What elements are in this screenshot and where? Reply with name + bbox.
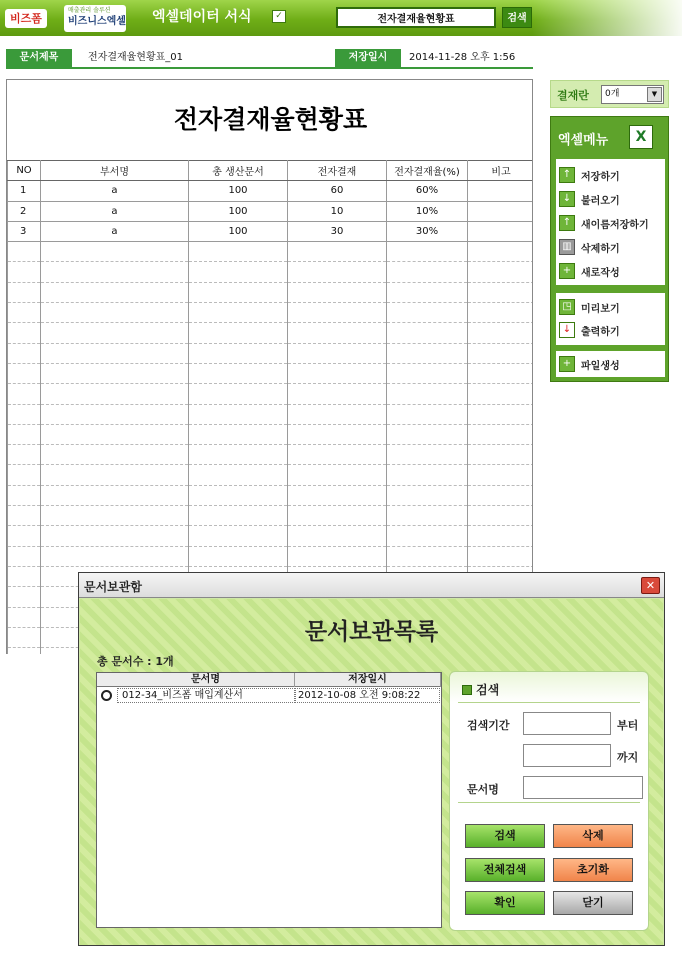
- table-cell[interactable]: [189, 242, 288, 262]
- menu-item-label: 새이름저장하기: [581, 220, 649, 231]
- table-cell[interactable]: [189, 262, 288, 282]
- document-list-header: [97, 673, 441, 687]
- menu-item-preview[interactable]: [559, 298, 663, 316]
- table-cell[interactable]: [288, 485, 387, 505]
- document-name-label: 문서명: [467, 783, 499, 796]
- menu-group-print: [556, 293, 665, 345]
- search-panel-title: [462, 681, 499, 698]
- table-row[interactable]: [8, 303, 534, 323]
- table-cell[interactable]: [8, 384, 41, 404]
- menu-item-save-as[interactable]: [559, 214, 663, 232]
- approval-count-value: 0개: [605, 89, 620, 99]
- table-row[interactable]: [8, 384, 534, 404]
- business-excel-logo[interactable]: [64, 5, 126, 32]
- table-cell[interactable]: [387, 485, 468, 505]
- cell-approval-rate[interactable]: 30%: [387, 221, 468, 241]
- cell-total-docs[interactable]: 100: [189, 221, 288, 241]
- table-row[interactable]: [8, 282, 534, 302]
- table-cell[interactable]: [8, 363, 41, 383]
- menu-item-label: 새로작성: [581, 268, 620, 279]
- table-cell[interactable]: [288, 242, 387, 262]
- table-cell[interactable]: [8, 303, 41, 323]
- list-item-name[interactable]: 012-34_비즈폼 매입계산서: [117, 688, 295, 703]
- header-fade: [532, 0, 682, 36]
- table-cell[interactable]: [8, 343, 41, 363]
- table-cell[interactable]: [468, 526, 534, 546]
- table-row[interactable]: [8, 201, 534, 221]
- cell-approval-rate[interactable]: 60%: [387, 181, 468, 201]
- table-cell[interactable]: [41, 465, 189, 485]
- table-row[interactable]: [8, 323, 534, 343]
- chevron-down-icon[interactable]: ▼: [647, 87, 662, 102]
- print-icon: ↓: [559, 322, 575, 338]
- table-cell[interactable]: [468, 363, 534, 383]
- table-cell[interactable]: [468, 424, 534, 444]
- period-to-suffix: 까지: [617, 751, 639, 764]
- trash-icon: ▥: [559, 239, 575, 255]
- divider: [458, 702, 640, 703]
- saved-time-label: 저장일시: [335, 49, 401, 67]
- search-all-button[interactable]: 전체검색: [465, 858, 545, 882]
- menu-item-load[interactable]: [559, 190, 663, 208]
- list-header-date[interactable]: 저장일시: [295, 673, 441, 687]
- table-cell[interactable]: [41, 282, 189, 302]
- preview-icon: ◳: [559, 299, 575, 315]
- cell-no[interactable]: 1: [8, 181, 41, 201]
- col-header-e-approval: 전자결재: [288, 161, 387, 181]
- dialog-heading: 문서보관목록: [304, 619, 439, 645]
- cell-e-approval[interactable]: 30: [288, 221, 387, 241]
- table-cell[interactable]: [8, 465, 41, 485]
- cell-remarks[interactable]: [468, 201, 534, 221]
- table-cell[interactable]: [41, 445, 189, 465]
- table-cell[interactable]: [8, 627, 41, 647]
- table-cell[interactable]: [8, 323, 41, 343]
- cell-department[interactable]: a: [41, 201, 189, 221]
- table-cell[interactable]: [288, 384, 387, 404]
- table-cell[interactable]: [288, 465, 387, 485]
- excel-menu-header: [551, 117, 668, 157]
- table-cell[interactable]: [468, 465, 534, 485]
- table-cell[interactable]: [468, 242, 534, 262]
- list-item-date[interactable]: 2012-10-08 오전 9:08:22: [295, 688, 440, 703]
- table-cell[interactable]: [8, 506, 41, 526]
- table-row[interactable]: [8, 506, 534, 526]
- ok-button[interactable]: 확인: [465, 891, 545, 915]
- table-cell[interactable]: [468, 506, 534, 526]
- period-to-input[interactable]: [523, 744, 611, 767]
- menu-item-label: 삭제하기: [581, 244, 620, 255]
- table-cell[interactable]: [8, 485, 41, 505]
- table-cell[interactable]: [189, 384, 288, 404]
- table-cell[interactable]: [41, 343, 189, 363]
- table-cell[interactable]: [189, 445, 288, 465]
- doc-title-value: 전자결재율현황표_01: [88, 52, 184, 63]
- table-cell[interactable]: [288, 282, 387, 302]
- table-cell[interactable]: [288, 424, 387, 444]
- menu-item-label: 불러오기: [581, 196, 620, 207]
- table-cell[interactable]: [41, 424, 189, 444]
- table-cell[interactable]: [387, 445, 468, 465]
- doc-title-label: 문서제목: [6, 49, 72, 67]
- table-cell[interactable]: [8, 648, 41, 654]
- menu-item-label: 미리보기: [581, 304, 620, 315]
- menu-item-label: 파일생성: [581, 361, 620, 372]
- table-cell[interactable]: [468, 384, 534, 404]
- table-cell[interactable]: [288, 506, 387, 526]
- reset-button[interactable]: 초기화: [553, 858, 633, 882]
- table-cell[interactable]: [387, 262, 468, 282]
- table-cell[interactable]: [189, 465, 288, 485]
- table-cell[interactable]: [387, 323, 468, 343]
- table-cell[interactable]: [189, 303, 288, 323]
- table-cell[interactable]: [468, 485, 534, 505]
- document-archive-dialog: [78, 572, 665, 946]
- table-cell[interactable]: [41, 546, 189, 566]
- table-cell[interactable]: [468, 343, 534, 363]
- list-header-name[interactable]: 문서명: [117, 673, 295, 687]
- table-cell[interactable]: [8, 566, 41, 586]
- table-cell[interactable]: [189, 363, 288, 383]
- cell-e-approval[interactable]: 10: [288, 201, 387, 221]
- table-cell[interactable]: [468, 546, 534, 566]
- table-cell[interactable]: [189, 506, 288, 526]
- approval-box: [550, 80, 669, 108]
- template-search-button[interactable]: 검색: [502, 7, 532, 28]
- table-row[interactable]: [8, 445, 534, 465]
- close-button[interactable]: 닫기: [553, 891, 633, 915]
- menu-item-new[interactable]: [559, 262, 663, 280]
- table-cell[interactable]: [387, 303, 468, 323]
- table-cell[interactable]: [387, 546, 468, 566]
- table-cell[interactable]: [288, 363, 387, 383]
- col-header-total-docs: 총 생산문서: [189, 161, 288, 181]
- table-cell[interactable]: [41, 242, 189, 262]
- table-cell[interactable]: [387, 506, 468, 526]
- table-cell[interactable]: [8, 445, 41, 465]
- table-cell[interactable]: [8, 587, 41, 607]
- table-cell[interactable]: [189, 343, 288, 363]
- table-cell[interactable]: [288, 445, 387, 465]
- top-header: [0, 0, 682, 36]
- save-as-icon: ↑: [559, 215, 575, 231]
- table-cell[interactable]: [288, 323, 387, 343]
- table-row[interactable]: [8, 363, 534, 383]
- document-name-input[interactable]: [523, 776, 643, 799]
- table-cell[interactable]: [288, 404, 387, 424]
- template-search-input[interactable]: [336, 7, 496, 28]
- excel-menu: [550, 116, 669, 382]
- table-cell[interactable]: [41, 526, 189, 546]
- table-row[interactable]: [8, 242, 534, 262]
- table-cell[interactable]: [41, 404, 189, 424]
- approval-label: 결재란: [557, 89, 589, 102]
- table-cell[interactable]: [41, 384, 189, 404]
- table-cell[interactable]: [41, 323, 189, 343]
- table-row[interactable]: [8, 343, 534, 363]
- table-cell[interactable]: [8, 282, 41, 302]
- table-cell[interactable]: [468, 303, 534, 323]
- table-cell[interactable]: [8, 526, 41, 546]
- table-cell[interactable]: [41, 485, 189, 505]
- delete-button[interactable]: 삭제: [553, 824, 633, 848]
- col-header-remarks: 비고: [468, 161, 534, 181]
- menu-item-delete[interactable]: [559, 238, 663, 256]
- cell-total-docs[interactable]: 100: [189, 181, 288, 201]
- approval-count-select[interactable]: [601, 85, 664, 104]
- report-title: 전자결재율현황표: [173, 105, 368, 134]
- menu-item-create-file[interactable]: [559, 355, 663, 373]
- menu-item-print[interactable]: [559, 321, 663, 339]
- period-from-input[interactable]: [523, 712, 611, 735]
- cell-approval-rate[interactable]: 10%: [387, 201, 468, 221]
- table-cell[interactable]: [468, 404, 534, 424]
- divider: [458, 802, 640, 803]
- table-cell[interactable]: [189, 404, 288, 424]
- search-panel-title-text: 검색: [476, 683, 500, 697]
- table-cell[interactable]: [387, 465, 468, 485]
- excel-sheet-icon: ✓: [272, 10, 286, 23]
- menu-item-save[interactable]: [559, 166, 663, 184]
- menu-item-label: 저장하기: [581, 172, 620, 183]
- col-header-department: 부서명: [41, 161, 189, 181]
- period-from-suffix: 부터: [617, 719, 639, 732]
- period-label: 검색기간: [467, 719, 510, 732]
- table-cell[interactable]: [288, 526, 387, 546]
- logo-main-text: 비즈니스엑셀: [68, 16, 126, 27]
- table-cell[interactable]: [288, 262, 387, 282]
- info-divider: [6, 67, 533, 69]
- cell-no[interactable]: 3: [8, 221, 41, 241]
- menu-group-file: [556, 159, 665, 285]
- cell-remarks[interactable]: [468, 181, 534, 201]
- table-cell[interactable]: [8, 424, 41, 444]
- table-cell[interactable]: [41, 303, 189, 323]
- cell-remarks[interactable]: [468, 221, 534, 241]
- col-header-approval-rate: 전자결재율(%): [387, 161, 468, 181]
- table-cell[interactable]: [41, 262, 189, 282]
- table-row[interactable]: [8, 262, 534, 282]
- table-cell[interactable]: [288, 546, 387, 566]
- excel-icon: X: [629, 125, 653, 149]
- table-row[interactable]: [8, 221, 534, 241]
- search-button[interactable]: 검색: [465, 824, 545, 848]
- close-icon[interactable]: ✕: [641, 577, 660, 594]
- dialog-window-title: 문서보관함: [84, 580, 142, 594]
- table-row[interactable]: [8, 546, 534, 566]
- table-cell[interactable]: [189, 323, 288, 343]
- table-cell[interactable]: [8, 546, 41, 566]
- list-item[interactable]: [97, 688, 441, 703]
- table-cell[interactable]: [41, 363, 189, 383]
- table-cell[interactable]: [387, 384, 468, 404]
- table-row[interactable]: [8, 424, 534, 444]
- table-cell[interactable]: [8, 262, 41, 282]
- cell-total-docs[interactable]: 100: [189, 201, 288, 221]
- dialog-body: [80, 599, 663, 945]
- table-cell[interactable]: [468, 262, 534, 282]
- col-header-no: NO: [8, 161, 41, 181]
- document-list[interactable]: [96, 672, 442, 928]
- table-cell[interactable]: [288, 303, 387, 323]
- table-cell[interactable]: [189, 546, 288, 566]
- table-row[interactable]: [8, 465, 534, 485]
- table-cell[interactable]: [189, 485, 288, 505]
- table-cell[interactable]: [41, 506, 189, 526]
- table-cell[interactable]: [387, 363, 468, 383]
- excel-menu-title: 엑셀메뉴: [558, 133, 609, 148]
- table-cell[interactable]: [189, 424, 288, 444]
- table-cell[interactable]: [387, 242, 468, 262]
- table-cell[interactable]: [189, 282, 288, 302]
- app-title: 엑셀데이터 서식: [152, 9, 252, 25]
- table-cell[interactable]: [8, 242, 41, 262]
- report-sheet: [6, 79, 533, 654]
- menu-group-export: [556, 351, 665, 377]
- bizforms-logo[interactable]: 비즈폼: [5, 9, 47, 28]
- table-cell[interactable]: [189, 526, 288, 546]
- document-radio[interactable]: [101, 690, 112, 701]
- cell-e-approval[interactable]: 60: [288, 181, 387, 201]
- table-cell[interactable]: [387, 526, 468, 546]
- logo-subtitle: 매출관리 솔루션: [68, 7, 111, 14]
- table-cell[interactable]: [468, 445, 534, 465]
- save-icon: ↑: [559, 167, 575, 183]
- load-icon: ↓: [559, 191, 575, 207]
- table-row[interactable]: [8, 526, 534, 546]
- document-count: 총 문서수 : 1개: [97, 655, 174, 668]
- table-cell[interactable]: [387, 424, 468, 444]
- table-cell[interactable]: [8, 404, 41, 424]
- dialog-titlebar[interactable]: [79, 573, 664, 598]
- cell-no[interactable]: 2: [8, 201, 41, 221]
- table-header-row: [8, 161, 534, 181]
- table-row[interactable]: [8, 404, 534, 424]
- menu-item-label: 출력하기: [581, 327, 620, 338]
- table-cell[interactable]: [387, 282, 468, 302]
- saved-time-value: 2014-11-28 오후 1:56: [409, 52, 516, 63]
- table-cell[interactable]: [468, 323, 534, 343]
- table-cell[interactable]: [8, 607, 41, 627]
- table-row[interactable]: [8, 181, 534, 201]
- cell-department[interactable]: a: [41, 221, 189, 241]
- table-row[interactable]: [8, 485, 534, 505]
- table-cell[interactable]: [387, 404, 468, 424]
- bullet-icon: [462, 685, 472, 695]
- table-cell[interactable]: [387, 343, 468, 363]
- file-create-icon: +: [559, 356, 575, 372]
- table-cell[interactable]: [468, 282, 534, 302]
- table-cell[interactable]: [288, 343, 387, 363]
- new-document-icon: +: [559, 263, 575, 279]
- cell-department[interactable]: a: [41, 181, 189, 201]
